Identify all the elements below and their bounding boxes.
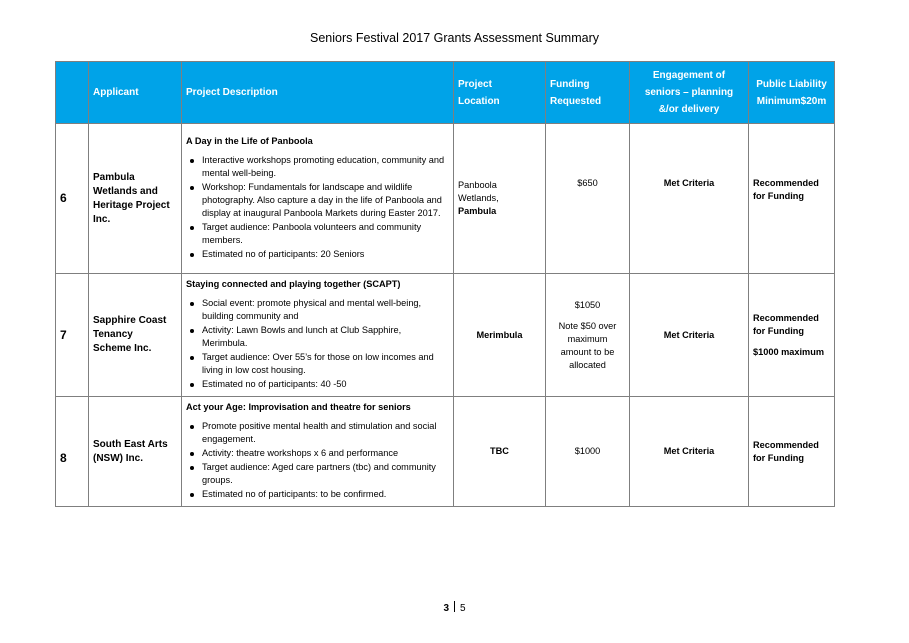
table-row [56, 274, 835, 397]
row-number: 7 [56, 274, 89, 397]
page-number: 3 [443, 603, 449, 614]
funding-amount: $1050 [574, 299, 601, 310]
location-line: Panboola [458, 180, 497, 190]
engagement-status: Met Criteria [630, 397, 749, 507]
header-funding-line: Requested [550, 95, 602, 107]
header-liability [749, 62, 835, 124]
header-engagement [630, 62, 749, 124]
applicant-line: Inc. [93, 213, 111, 225]
bullet-item: Interactive workshops promoting education, community and mental well-being. [202, 154, 449, 180]
bullet-list [186, 154, 449, 261]
applicant-line: Scheme Inc. [93, 343, 152, 354]
header-funding-line: Funding [550, 78, 590, 90]
funding-requested [546, 274, 630, 397]
funding-note: Note $50 over maximum amount to be allocated [558, 320, 617, 370]
project-description [182, 124, 454, 274]
row-number: 8 [56, 397, 89, 507]
header-engagement-line: seniors – planning [644, 87, 734, 98]
engagement-status: Met Criteria [630, 274, 749, 397]
liability-note: $1000 maximum [753, 346, 824, 357]
project-description [182, 397, 454, 507]
applicant-name [89, 397, 182, 507]
header-row [56, 62, 835, 124]
project-title: A Day in the Life of Panboola [186, 136, 313, 146]
header-funding [546, 62, 630, 124]
table-row [56, 124, 835, 274]
applicant-line: Sapphire Coast [93, 315, 167, 326]
applicant-name [89, 124, 182, 274]
header-location-line: Project [458, 78, 492, 90]
bullet-item: Social event: promote physical and mental well-being, building community and [202, 297, 449, 323]
bullet-item: Workshop: Fundamentals for landscape and wildlife photography. Also capture a day in the life of Panboola and display at inaugural Panboola Markets during Easter 2017. [202, 181, 449, 220]
bullet-item: Estimated no of participants: 40 -50 [202, 378, 449, 391]
project-title: Act your Age: Improvisation and theatre for seniors [186, 402, 411, 412]
location-line: Pambula [458, 206, 497, 216]
page-footer [0, 601, 909, 614]
header-location-line: Location [458, 95, 500, 107]
page-title: Seniors Festival 2017 Grants Assessment Summary [309, 31, 599, 45]
project-location: Merimbula [454, 274, 546, 397]
funding-amount: $650 [577, 178, 598, 188]
row-number: 6 [56, 124, 89, 274]
applicant-line: Pambula [93, 171, 135, 183]
bullet-item: Promote positive mental health and stimulation and social engagement. [202, 420, 449, 446]
location-line: Wetlands, [458, 193, 499, 203]
applicant-line: Wetlands and [93, 185, 158, 197]
bullet-item: Activity: theatre workshops x 6 and performance [202, 447, 449, 460]
header-liability-line: Minimum$20m [756, 95, 827, 107]
bullet-item: Estimated no of participants: to be confirmed. [202, 488, 449, 501]
table-row [56, 397, 835, 507]
bullet-item: Target audience: Aged care partners (tbc) and community groups. [202, 461, 449, 487]
project-title: Staying connected and playing together (SCAPT) [186, 279, 401, 289]
footer-divider [454, 601, 455, 612]
header-description: Project Description [182, 62, 454, 124]
header-location [454, 62, 546, 124]
applicant-line: (NSW) Inc. [93, 452, 143, 464]
header-liability-line: Public Liability [756, 78, 827, 90]
applicant-line: South East Arts [93, 438, 168, 450]
applicant-name [89, 274, 182, 397]
project-location: TBC [454, 397, 546, 507]
grants-table [55, 61, 835, 507]
bullet-item: Target audience: Panboola volunteers and community members. [202, 221, 449, 247]
header-engagement-line: &/or delivery [658, 104, 720, 115]
applicant-line: Heritage Project [93, 199, 170, 211]
funding-requested: $1000 [546, 397, 630, 507]
header-engagement-line: Engagement of [652, 70, 726, 81]
bullet-list [186, 420, 449, 501]
funding-requested [546, 124, 630, 274]
header-applicant: Applicant [89, 62, 182, 124]
engagement-status [630, 124, 749, 274]
liability-text: Recommended for Funding [753, 178, 819, 201]
bullet-item: Estimated no of participants: 20 Seniors [202, 248, 449, 261]
liability-status [749, 274, 835, 397]
project-location [454, 124, 546, 274]
applicant-line: Tenancy [93, 329, 133, 340]
header-num [56, 62, 89, 124]
liability-status: Recommended for Funding [749, 397, 835, 507]
project-description [182, 274, 454, 397]
bullet-item: Target audience: Over 55’s for those on low incomes and living in low cost housing. [202, 351, 449, 377]
page-total: 5 [460, 603, 466, 614]
liability-text: Recommended for Funding [753, 312, 819, 336]
bullet-item: Activity: Lawn Bowls and lunch at Club Sapphire, Merimbula. [202, 324, 449, 350]
bullet-list [186, 297, 449, 391]
liability-status [749, 124, 835, 274]
engagement-text: Met Criteria [663, 178, 715, 188]
